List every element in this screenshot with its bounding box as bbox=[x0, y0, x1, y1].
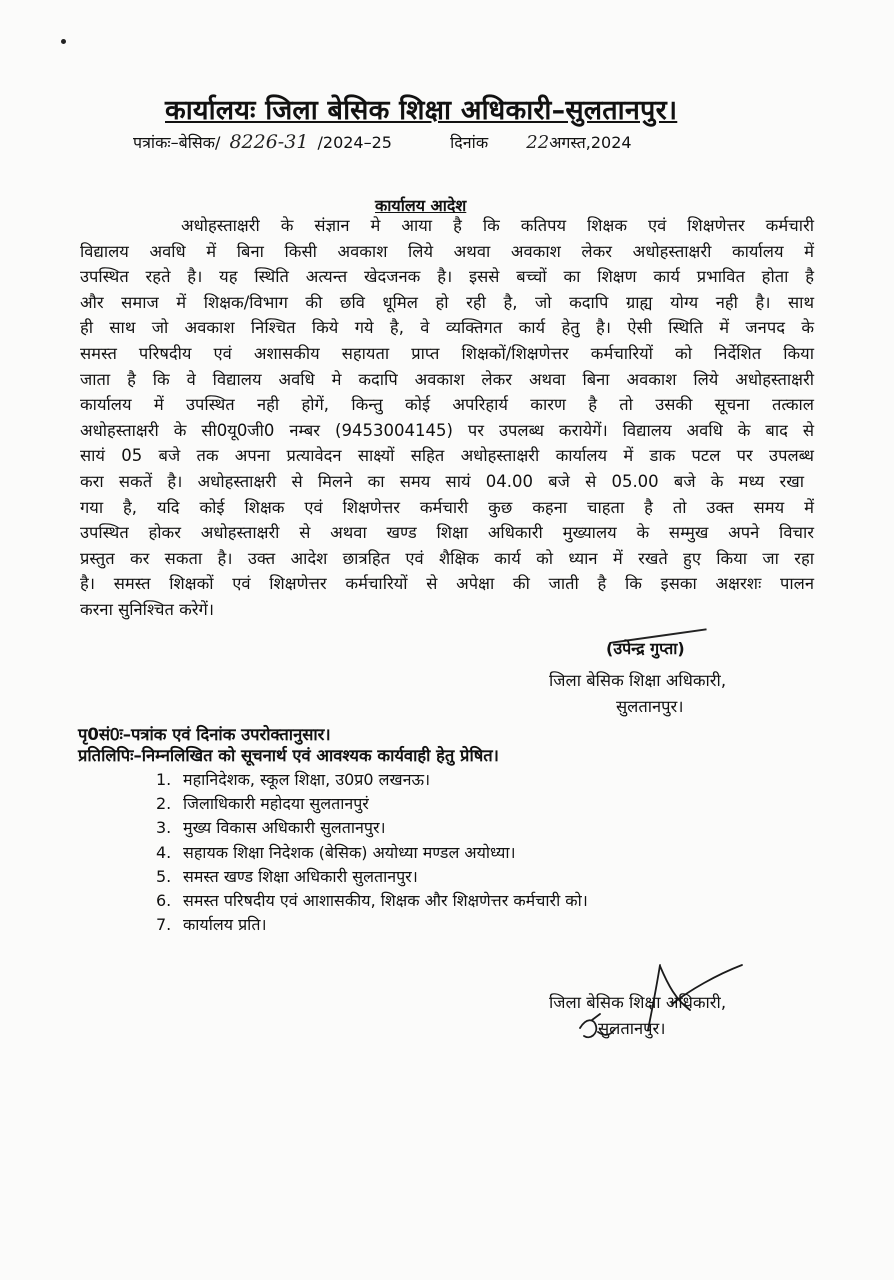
date-day-handwritten: 22 bbox=[526, 132, 550, 153]
body-line: करा सकतें है। अधोहस्ताक्षरी से मिलने का समय सायं 04.00 बजे से 05.00 बजे के मध्य रखा bbox=[80, 471, 805, 491]
order-body bbox=[80, 213, 814, 623]
body-line: विद्यालय अवधि में बिना किसी अवकाश लिये अथवा अवकाश लेकर अधोहस्ताक्षरी कार्यालय में bbox=[80, 241, 814, 261]
reference-line bbox=[133, 131, 632, 153]
ref-label: पत्रांकः–बेसिक/ bbox=[133, 133, 221, 152]
body-line: उपस्थित होकर अधोहस्ताक्षरी से अथवा खण्ड शिक्षा अधिकारी मुख्यालय के सम्मुख अपने विचार bbox=[80, 523, 814, 543]
body-line: अधोहस्ताक्षरी के सी0यू0जी0 नम्बर (9453004145) पर उपलब्ध करायेगें। विद्यालय अवधि के बाद से bbox=[80, 420, 814, 440]
copy-to-list bbox=[156, 768, 588, 937]
body-line: अधोहस्ताक्षरी के संज्ञान मे आया है कि कतिपय शिक्षक एवं शिक्षणेत्तर कर्मचारी bbox=[181, 216, 814, 235]
signatory-place: सुलतानपुर। bbox=[616, 697, 684, 716]
signatory-designation: जिला बेसिक शिक्षा अधिकारी, bbox=[549, 671, 727, 690]
ref-year: /2024–25 bbox=[317, 133, 392, 152]
endorsement-line: पृ0सं0ः–पत्रांक एवं दिनांक उपरोक्तानुसार। bbox=[78, 725, 331, 744]
signatory-place-2: सुलतानपुर। bbox=[598, 1019, 666, 1038]
body-line: ही साथ जो अवकाश निश्चित किये गये है, वे व्यक्तिगत कार्य हेतु है। ऐसी स्थिति में जनपद के bbox=[80, 318, 814, 338]
list-item: 3. मुख्य विकास अधिकारी सुलतानपुर। bbox=[156, 818, 386, 838]
body-line: कार्यालय में उपस्थित नही होगें, किन्तु कोई अपरिहार्य कारण है तो उसकी सूचना तत्काल bbox=[80, 395, 814, 415]
body-line: सायं 05 बजे तक अपना प्रत्यावेदन साक्ष्यों सहित अधोहस्ताक्षरी कार्यालय में डाक पटल पर उपलब्ध bbox=[80, 446, 814, 466]
date-label: दिनांक bbox=[450, 133, 489, 152]
body-line: उपस्थित रहते है। यह स्थिति अत्यन्त खेदजनक है। इससे बच्चों का शिक्षण कार्य प्रभावित होता है bbox=[80, 267, 814, 287]
body-line: गया है, यदि कोई शिक्षक एवं शिक्षणेत्तर कर्मचारी कुछ कहना चाहता है तो उक्त समय में bbox=[80, 497, 814, 517]
body-line: समस्त परिषदीय एवं अशासकीय सहायता प्राप्त शिक्षकों/शिक्षणेत्तर कर्मचारियों को निर्देशित किया bbox=[80, 343, 814, 363]
body-line: प्रस्तुत कर सकता है। उक्त आदेश छात्रहित एवं शैक्षिक कार्य को ध्यान में रखते हुए किया जा रहा bbox=[80, 548, 814, 568]
body-line: जाता है कि वे विद्यालय अवधि मे कदापि अवकाश लेकर अथवा बिना अवकाश लिये अधोहस्ताक्षरी bbox=[80, 369, 814, 389]
body-line: है। समस्त शिक्षकों एवं शिक्षणेत्तर कर्मचारियों से अपेक्षा की जाती है कि इसका अक्षरशः पालन bbox=[80, 574, 814, 594]
copy-to-heading: प्रतिलिपिः–निम्नलिखित को सूचनार्थ एवं आवश्यक कार्यवाही हेतु प्रेषित। bbox=[78, 746, 499, 765]
list-item: 2. जिलाधिकारी महोदया सुलतानपुरं bbox=[156, 794, 369, 814]
body-line: और समाज में शिक्षक/विभाग की छवि धूमिल हो रही है, जो कदापि ग्राह्य योग्य नही है। साथ bbox=[80, 292, 814, 312]
signatory-name: (उपेन्द्र गुप्ता) bbox=[606, 639, 685, 658]
list-item: 4. सहायक शिक्षा निदेशक (बेसिक) अयोध्या मण्डल अयोध्या। bbox=[156, 842, 516, 862]
date-rest: अगस्त,2024 bbox=[549, 133, 632, 152]
body-line: करना सुनिश्चित करेगें। bbox=[80, 599, 215, 619]
ref-number-handwritten: 8226-31 bbox=[229, 131, 309, 153]
scan-mark-dot bbox=[61, 39, 66, 44]
list-item: 5. समस्त खण्ड शिक्षा अधिकारी सुलतानपुर। bbox=[156, 866, 418, 886]
list-item: 1. महानिदेशक, स्कूल शिक्षा, उ0प्र0 लखनऊ। bbox=[156, 770, 431, 789]
list-item: 7. कार्यालय प्रति। bbox=[156, 915, 267, 935]
office-title: कार्यालयः जिला बेसिक शिक्षा अधिकारी–सुलतानपुर। bbox=[165, 95, 678, 126]
list-item: 6. समस्त परिषदीय एवं आशासकीय, शिक्षक और शिक्षणेत्तर कर्मचारी को। bbox=[156, 891, 588, 911]
order-heading: कार्यालय आदेश bbox=[375, 196, 467, 215]
signatory-designation-2: जिला बेसिक शिक्षा अधिकारी, bbox=[549, 993, 727, 1012]
